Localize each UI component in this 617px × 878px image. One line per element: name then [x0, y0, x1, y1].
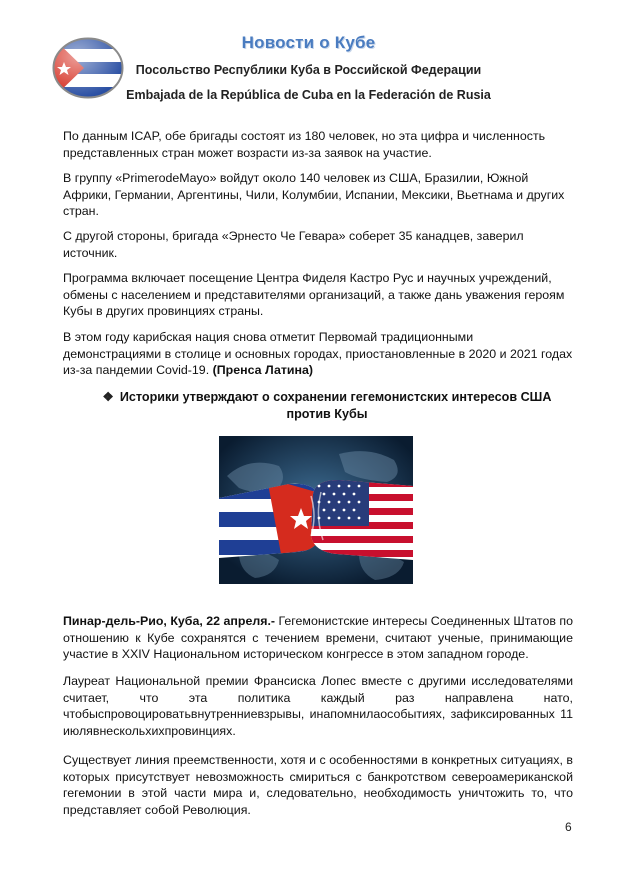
paragraph-4: Программа включает посещение Центра Фиделя Кастро Рус и научных учреждений, обмены с населением и представителями организаций, а также дань уважения героям Кубы в других провинциях страны.: [63, 271, 565, 318]
embassy-name-ru: Посольство Республики Куба в Российской Федерации: [135, 63, 482, 77]
page-number: 6: [565, 820, 572, 834]
paragraph-b: Лауреат Национальной премии Франсиска Лопес вместе с другими исследователями считает, что эта политика каждый раз направлена нато, чтобыспровоцироватьвнутренниевзрывы, инапомнилаособытиях, зафиксированных 11 июлявнескольхихпровинциях.: [63, 674, 573, 738]
article-photo: [219, 436, 413, 584]
embassy-name-es: Embajada de la República de Cuba en la Federación de Rusia: [126, 88, 491, 102]
paragraph-lead: Пинар-дель-Рио, Куба, 22 апреля.- Гегемонистские интересы Соединенных Штатов по отношению к Кубе сохранятся с течением времени, считают ученые, принимающие участие в XXIV Национальном историческом конгрессе в этом западном городе.: [63, 614, 573, 661]
paragraph-3: С другой стороны, бригада «Эрнесто Че Гевара» соберет 35 канадцев, заверил источник.: [63, 229, 524, 260]
diamond-bullet-icon: ❖: [102, 390, 114, 404]
source-credit: (Пренса Латина): [212, 363, 314, 377]
dateline: Пинар-дель-Рио, Куба, 22 апреля.-: [63, 614, 276, 628]
article-heading: ❖ Историки утверждают о сохранении гегемонистских интересов США против Кубы: [102, 390, 552, 421]
paragraph-2: В группу «PrimerodeMayo» войдут около 140 человек из США, Бразилии, Южной Африки, Германии, Аргентины, Чили, Колумбии, Испании, Мексики, Вьетнама и других стран.: [63, 171, 565, 218]
site-title: Новости о Кубе: [241, 33, 376, 52]
paragraph-1: По данным ICAP, обе бригады состоят из 180 человек, но эта цифра и численность представленных стран может возрасти из-за заявок на участие.: [63, 129, 546, 160]
paragraph-5: В этом году карибская нация снова отметит Первомай традиционными демонстрациями в столице и основных городах, приостановленные в 2020 и 2021 годах из-за пандемии Covid-19. (Пренса Латина): [63, 330, 573, 377]
cuba-usa-fists-image: [219, 436, 413, 584]
paragraph-c: Существует линия преемственности, хотя и с особенностями в конкретных ситуациях, в которых присутствует невозможность смириться с банкротством североамериканской гегемонии в этой части мира и, следовательно, необходимость уничтожить то, что представляет собой Революция.: [63, 753, 573, 817]
page-header: [0, 0, 617, 110]
